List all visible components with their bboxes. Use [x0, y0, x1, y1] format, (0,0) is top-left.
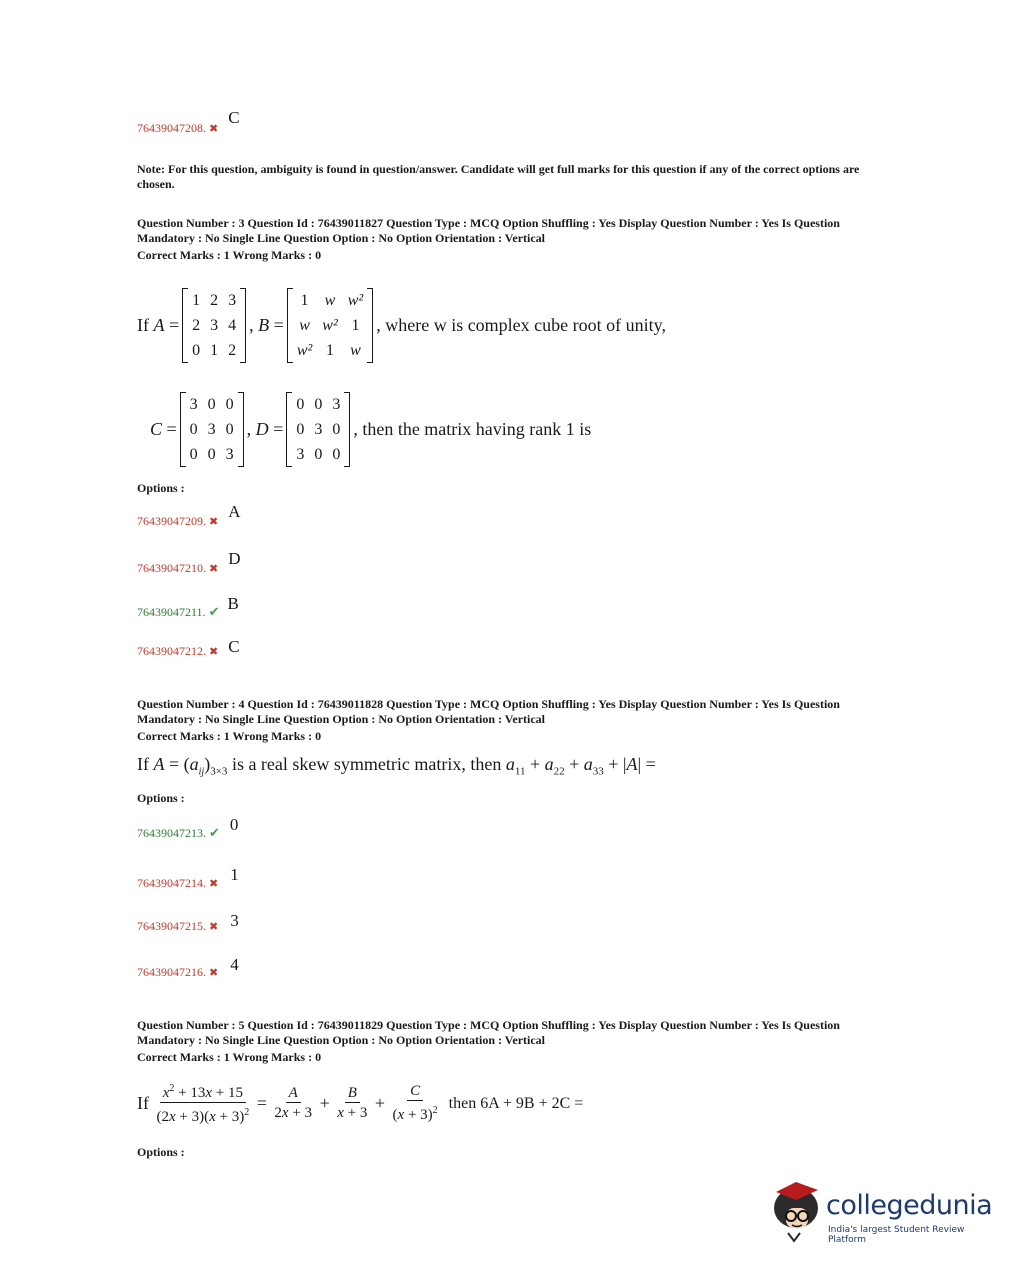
logo-tagline: India's largest Student Review Platform: [828, 1225, 965, 1245]
wrong-mark-icon: ✖: [209, 123, 219, 135]
wrong-mark-icon: ✖: [209, 878, 219, 890]
matrix-cell: w: [324, 292, 336, 309]
student-mascot-icon: [766, 1178, 826, 1244]
matrix-cell: 4: [228, 317, 237, 334]
option-id: 76439047208.: [137, 121, 206, 135]
wrong-mark-icon: ✖: [209, 921, 219, 933]
option-value: 1: [230, 865, 239, 884]
q5-meta: Question Number : 5 Question Id : 76439011829 Question Type : MCQ Option Shuffling : Yes Display Question Number : Yes Is Question Mandatory : No Single Line Question Option : No Option Orientation : Vertical: [137, 1018, 840, 1047]
matrix-d: [286, 392, 350, 467]
matrix-cell: 1: [300, 292, 309, 309]
matrix-c: [180, 392, 244, 467]
q3-line1-text: , where w is complex cube root of unity,: [376, 315, 666, 335]
q4-stem-text: is a real skew symmetric matrix, then: [231, 754, 502, 774]
option-id: 76439047211.: [137, 605, 206, 619]
q5-then-text: then 6A + 9B + 2C =: [448, 1094, 584, 1112]
q4-option-4[interactable]: [137, 955, 239, 981]
q4-option-3[interactable]: [137, 911, 239, 935]
option-id: 76439047214.: [137, 876, 206, 890]
option-value: 3: [230, 911, 239, 930]
matrix-cell: 0: [207, 446, 216, 463]
wrong-mark-icon: ✖: [209, 646, 219, 658]
matrix-cell: 1: [351, 317, 360, 334]
check-mark-icon: ✔: [208, 604, 220, 619]
matrix-cell: w²: [322, 317, 338, 334]
q5-stem: If $\frac{x^2 + 13x + 15}{(2x + 3)(x + 3)^2}$ = $\frac{A}{2x + 3}$ + $\frac{B}{x + 3}$ + $\frac{C}{(x + 3)^2}$ then 6A + 9B + 2C =: [137, 1080, 583, 1127]
q4-meta: Question Number : 4 Question Id : 76439011828 Question Type : MCQ Option Shuffling : Yes Display Question Number : Yes Is Question Mandatory : No Single Line Question Option : No Option Orientation : Vertical: [137, 697, 840, 726]
q3-marks: Correct Marks : 1 Wrong Marks : 0: [137, 248, 322, 262]
q3-stem-line2: C = 3 0 0 0 3 0 0 0 3 , D = 0 0 3 0 3 0 3 0 0 , then the matrix having rank 1 is: [150, 392, 591, 467]
matrix-cell: w²: [347, 292, 364, 309]
matrix-cell: w: [350, 342, 361, 359]
matrix-cell: 0: [314, 446, 323, 463]
matrix-cell: 3: [228, 292, 237, 309]
matrix-cell: 0: [192, 342, 201, 359]
q4-options-label: Options :: [137, 791, 185, 805]
matrix-cell: w²: [296, 342, 313, 359]
q3-option-4[interactable]: [137, 637, 240, 660]
option-value: C: [228, 108, 240, 127]
option-value: B: [227, 594, 239, 613]
matrix-cell: 0: [296, 421, 305, 438]
option-id: 76439047209.: [137, 514, 206, 528]
matrix-cell: 0: [225, 421, 234, 438]
collegedunia-logo: [766, 1178, 996, 1248]
option-row: [137, 108, 240, 137]
matrix-cell: 0: [314, 396, 323, 413]
option-value: D: [228, 549, 241, 568]
matrix-cell: 3: [189, 396, 198, 413]
option-id: 76439047216.: [137, 965, 206, 979]
q4-marks: Correct Marks : 1 Wrong Marks : 0: [137, 729, 322, 743]
q4-option-2[interactable]: [137, 865, 239, 892]
matrix-b: [287, 288, 373, 363]
matrix-cell: 0: [189, 446, 198, 463]
wrong-mark-icon: ✖: [209, 516, 219, 528]
wrong-mark-icon: ✖: [209, 563, 219, 575]
matrix-cell: 2: [192, 317, 201, 334]
q3-option-2[interactable]: [137, 549, 241, 577]
matrix-cell: 0: [225, 396, 234, 413]
matrix-cell: 0: [296, 396, 305, 413]
option-id: 76439047215.: [137, 919, 206, 933]
wrong-mark-icon: ✖: [209, 967, 219, 979]
option-value: A: [228, 502, 241, 521]
q4-stem: If $A = (a_{ij})_{3\times 3}$ is a real skew symmetric matrix, then $a_{11} + a_{22} + a_{33} + |A|$ =: [137, 754, 656, 778]
q5-marks: Correct Marks : 1 Wrong Marks : 0: [137, 1050, 322, 1064]
note-text: Note: For this question, ambiguity is found in question/answer. Candidate will get full marks for this question if any of the correct options are chosen.: [137, 162, 860, 191]
option-value: C: [228, 637, 240, 656]
matrix-cell: 0: [189, 421, 198, 438]
matrix-cell: 3: [207, 421, 216, 438]
matrix-cell: 1: [192, 292, 201, 309]
q3-stem-line1: If A = 1 2 3 2 3 4 0 1 2 , B = 1 w w² w w² 1 w² 1 w , where w is complex cube root of unity,: [137, 288, 666, 363]
check-mark-icon: ✔: [209, 825, 220, 840]
matrix-cell: 2: [210, 292, 219, 309]
option-id: 76439047213.: [137, 826, 206, 840]
q3-line2-text: , then the matrix having rank 1 is: [353, 419, 592, 439]
matrix-cell: 3: [332, 396, 341, 413]
option-value: 0: [229, 815, 239, 834]
matrix-cell: 2: [228, 342, 237, 359]
option-id: 76439047210.: [137, 561, 206, 575]
matrix-cell: 0: [332, 446, 341, 463]
q3-option-1[interactable]: [137, 502, 241, 530]
matrix-cell: 3: [210, 317, 219, 334]
q3-options-label: Options :: [137, 481, 185, 495]
option-value: 4: [230, 955, 239, 974]
q3-meta: Question Number : 3 Question Id : 76439011827 Question Type : MCQ Option Shuffling : Yes Display Question Number : Yes Is Question Mandatory : No Single Line Question Option : No Option Orientation : Vertical: [137, 216, 840, 245]
matrix-cell: 3: [225, 446, 234, 463]
option-id: 76439047212.: [137, 644, 206, 658]
matrix-cell: 1: [326, 342, 335, 359]
matrix-a: [182, 288, 246, 363]
matrix-cell: 0: [207, 396, 216, 413]
q4-option-1[interactable]: [137, 815, 239, 842]
matrix-cell: 1: [210, 342, 219, 359]
logo-name: collegedunia: [826, 1190, 993, 1221]
matrix-cell: 3: [314, 421, 323, 438]
q3-option-3[interactable]: [137, 594, 239, 621]
matrix-cell: 0: [332, 421, 341, 438]
matrix-cell: 3: [296, 446, 305, 463]
q5-options-label: Options :: [137, 1145, 185, 1159]
matrix-cell: w: [299, 317, 310, 334]
